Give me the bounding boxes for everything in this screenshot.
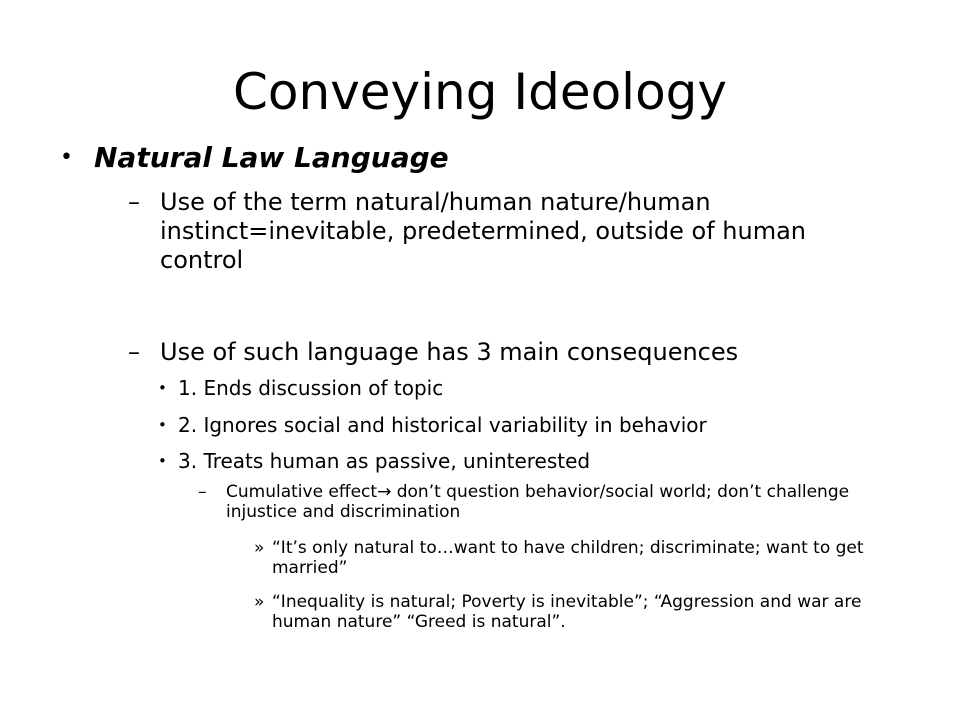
cumulative-effect-lead: Cumulative effect <box>226 482 378 502</box>
cumulative-effect-rest: don’t question behavior/social world; don’t challenge injustice and discrimination <box>226 482 850 522</box>
consequence-text: 2. Ignores social and historical variability in behavior <box>178 413 707 437</box>
bullet-marker: • <box>158 379 167 397</box>
consequence-text: 3. Treats human as passive, uninterested <box>178 449 591 473</box>
quote-text: “Inequality is natural; Poverty is inevitable”; “Aggression and war are human nature” “Greed is natural”. <box>272 592 862 632</box>
quote-item <box>254 592 922 632</box>
dash-marker: – <box>128 188 140 216</box>
bullet-heading: Natural Law Language <box>94 141 449 174</box>
consequence-item <box>158 375 878 401</box>
bullet-natural-law-language <box>60 140 449 176</box>
cumulative-effect-text <box>226 482 906 522</box>
dash-item-text: Use of such language has 3 main consequences <box>160 338 739 366</box>
quote-item <box>254 538 922 578</box>
right-arrow-icon: → <box>377 482 392 502</box>
dash-marker: – <box>198 482 207 502</box>
quote-marker: » <box>254 592 265 612</box>
consequence-item <box>158 412 878 438</box>
slide-title: Conveying Ideology <box>233 63 727 121</box>
quote-marker: » <box>254 538 265 558</box>
dash-marker: – <box>128 338 140 366</box>
bullet-marker: • <box>158 452 167 470</box>
consequence-text: 1. Ends discussion of topic <box>178 376 444 400</box>
quote-text: “It’s only natural to…want to have children; discriminate; want to get married” <box>272 538 864 578</box>
bullet-marker: • <box>158 416 167 434</box>
cumulative-effect-item <box>198 482 906 522</box>
dash-item-text: Use of the term natural/human nature/human instinct=inevitable, predetermined, outside of human control <box>160 188 807 274</box>
dash-item-consequences <box>128 338 820 367</box>
bullet-marker: • <box>60 145 73 170</box>
consequence-item <box>158 448 878 474</box>
dash-item-term-usage <box>128 188 820 275</box>
